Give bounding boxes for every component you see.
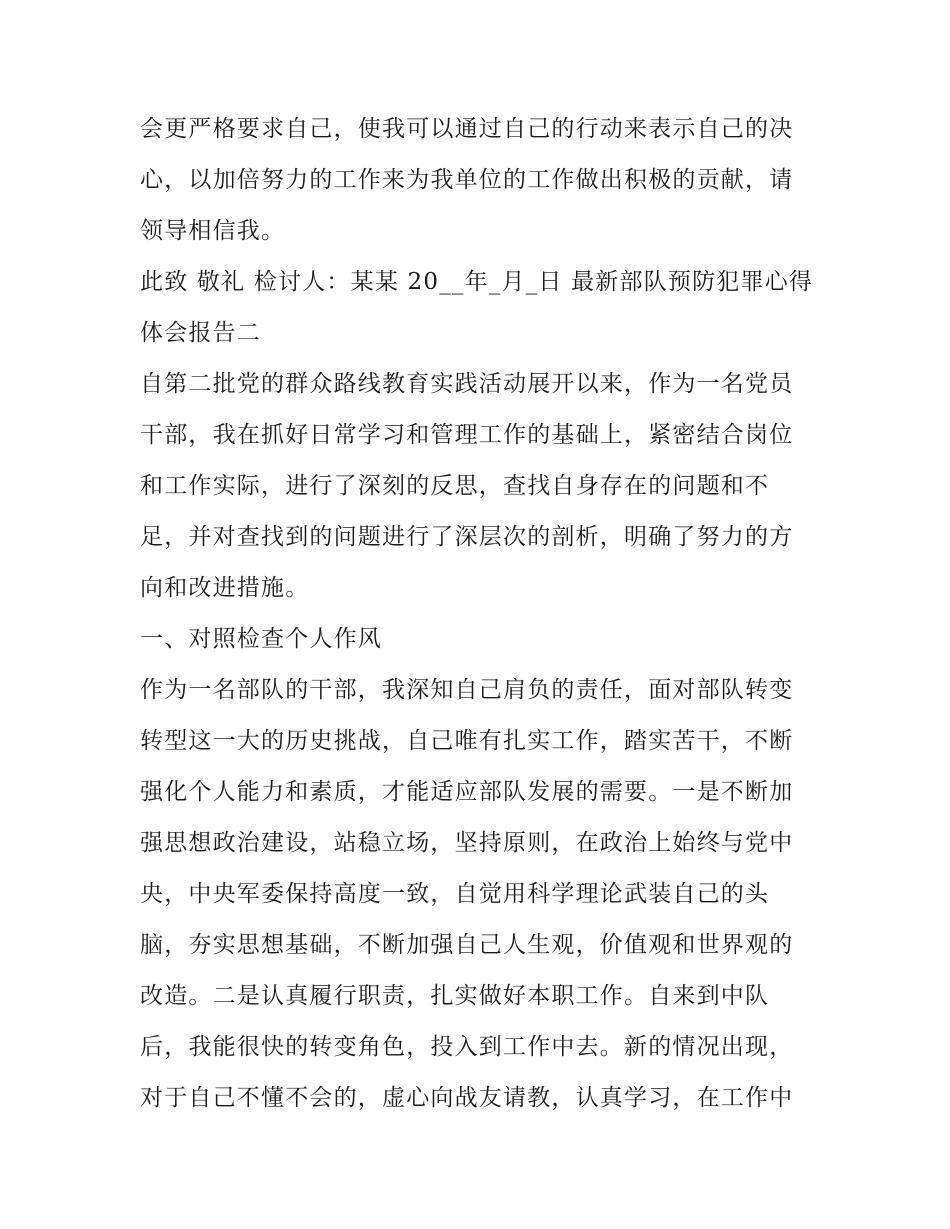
text-line: 此致 敬礼 检讨人：某某 20__年_月_日 最新部队预防犯罪心得 bbox=[140, 269, 814, 295]
text-line: 足，并对查找到的问题进行了深层次的剖析，明确了努力的方 bbox=[140, 524, 794, 550]
text-line: 会更严格要求自己，使我可以通过自己的行动来表示自己的决 bbox=[140, 116, 794, 142]
text-line: 强思想政治建设，站稳立场，坚持原则，在政治上始终与党中 bbox=[140, 830, 794, 856]
text-line: 自第二批党的群众路线教育实践活动展开以来，作为一名党员 bbox=[140, 371, 794, 397]
text-line: 后，我能很快的转变角色，投入到工作中去。新的情况出现， bbox=[140, 1034, 794, 1060]
text-line: 改造。二是认真履行职责，扎实做好本职工作。自来到中队 bbox=[140, 983, 770, 1009]
text-line: 转型这一大的历史挑战，自己唯有扎实工作，踏实苦干，不断 bbox=[140, 728, 794, 754]
text-line: 干部，我在抓好日常学习和管理工作的基础上，紧密结合岗位 bbox=[140, 422, 794, 448]
text-line: 心，以加倍努力的工作来为我单位的工作做出积极的贡献，请 bbox=[140, 167, 794, 193]
text-line: 强化个人能力和素质，才能适应部队发展的需要。一是不断加 bbox=[140, 779, 794, 805]
text-line: 向和改进措施。 bbox=[140, 575, 310, 601]
text-line: 脑，夯实思想基础，不断加强自己人生观，价值观和世界观的 bbox=[140, 932, 794, 958]
text-line: 对于自己不懂不会的，虚心向战友请教，认真学习，在工作中 bbox=[140, 1085, 794, 1111]
section-heading: 一、对照检查个人作风 bbox=[140, 626, 382, 652]
text-line: 作为一名部队的干部，我深知自己肩负的责任，面对部队转变 bbox=[140, 677, 794, 703]
text-line: 体会报告二 bbox=[140, 320, 261, 346]
text-line: 和工作实际，进行了深刻的反思，查找自身存在的问题和不 bbox=[140, 473, 770, 499]
text-line: 领导相信我。 bbox=[140, 218, 286, 244]
text-line: 央，中央军委保持高度一致，自觉用科学理论武装自己的头 bbox=[140, 881, 770, 907]
